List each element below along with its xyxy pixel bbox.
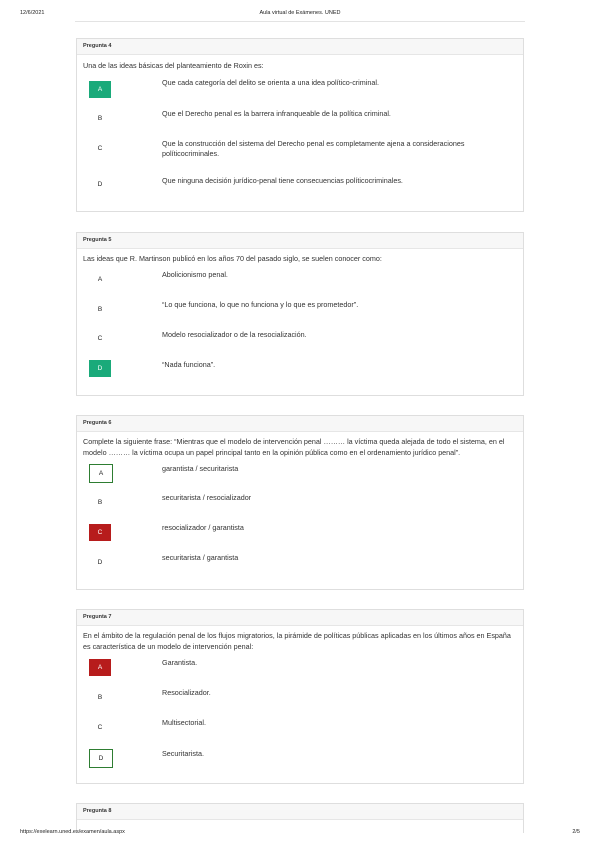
option-a-box[interactable]: A [89,464,113,483]
question-label: Pregunta 5 [77,233,523,249]
option-c-box[interactable]: C [97,335,103,342]
option-c-box[interactable]: C [97,724,103,731]
question-card-4 [76,38,524,212]
option-c-box[interactable]: C [89,524,111,541]
option-b-text: securitarista / resocializador [162,493,252,502]
question-card-6 [76,415,524,590]
question-text: En el ámbito de la regulación penal de los flujos migratorios, la pirámide de políticas públicas aplicadas en los últimos años en España es característica de un modelo de intervención penal: [83,631,511,651]
question-card-8 [76,803,524,833]
page-number: 2/5 [572,829,580,835]
option-a-box[interactable]: A [97,276,103,283]
header-divider [75,21,525,22]
question-label: Pregunta 6 [77,416,523,432]
option-b-text: “Lo que funciona, lo que no funciona y lo que es prometedor”. [162,300,359,309]
option-d-box[interactable]: D [97,559,103,566]
option-d-box[interactable]: D [89,360,111,377]
option-b-box[interactable]: B [97,306,103,313]
option-c-text: Modelo resocializador o de la resocialización. [162,330,307,339]
question-card-7 [76,609,524,784]
page-title: Aula virtual de Exámenes. UNED [259,10,341,16]
option-a-box[interactable]: A [89,659,111,676]
option-a-box[interactable]: A [89,81,111,98]
option-a-text: Que cada categoría del delito se orienta a una idea político-criminal. [162,78,379,87]
option-a-text: garantista / securitarista [162,464,239,473]
option-b-text: Resocializador. [162,688,211,697]
option-b-box[interactable]: B [97,115,103,122]
option-a-text: Abolicionismo penal. [162,270,228,279]
option-d-text: “Nada funciona”. [162,360,216,369]
option-d-text: Securitarista. [162,749,204,758]
option-b-text: Que el Derecho penal es la barrera infranqueable de la política criminal. [162,109,391,118]
option-c-text: Que la construcción del sistema del Derecho penal es completamente ajena a consideraciones políticocriminales. [162,139,465,158]
option-d-box[interactable]: D [89,749,113,768]
option-c-box[interactable]: C [97,145,103,152]
option-c-text: resocializador / garantista [162,523,244,532]
question-label: Pregunta 8 [77,804,523,820]
option-d-text: Que ninguna decisión jurídico-penal tiene consecuencias políticocriminales. [162,176,403,185]
option-a-text: Garantista. [162,658,198,667]
question-text: Una de las ideas básicas del planteamiento de Roxin es: [83,61,264,70]
option-d-box[interactable]: D [97,181,103,188]
option-d-text: securitarista / garantista [162,553,239,562]
option-b-box[interactable]: B [97,694,103,701]
footer-url: https://exelearn.uned.es/examen/aula.aspx [20,829,125,835]
option-b-box[interactable]: B [97,499,103,506]
print-date: 12/6/2021 [20,10,45,16]
option-c-text: Multisectorial. [162,718,206,727]
question-text: Las ideas que R. Martinson publicó en los años 70 del pasado siglo, se suelen conocer como: [83,254,382,263]
question-label: Pregunta 4 [77,39,523,55]
question-label: Pregunta 7 [77,610,523,626]
question-text: Complete la siguiente frase: “Mientras que el modelo de intervención penal ……… la víctima queda alejada de todo el sistema, en el modelo ……… la víctima ocupa un papel principal tanto en la opinión pública como en el ordenamiento jurídico penal”. [83,437,505,457]
question-card-5 [76,232,524,396]
